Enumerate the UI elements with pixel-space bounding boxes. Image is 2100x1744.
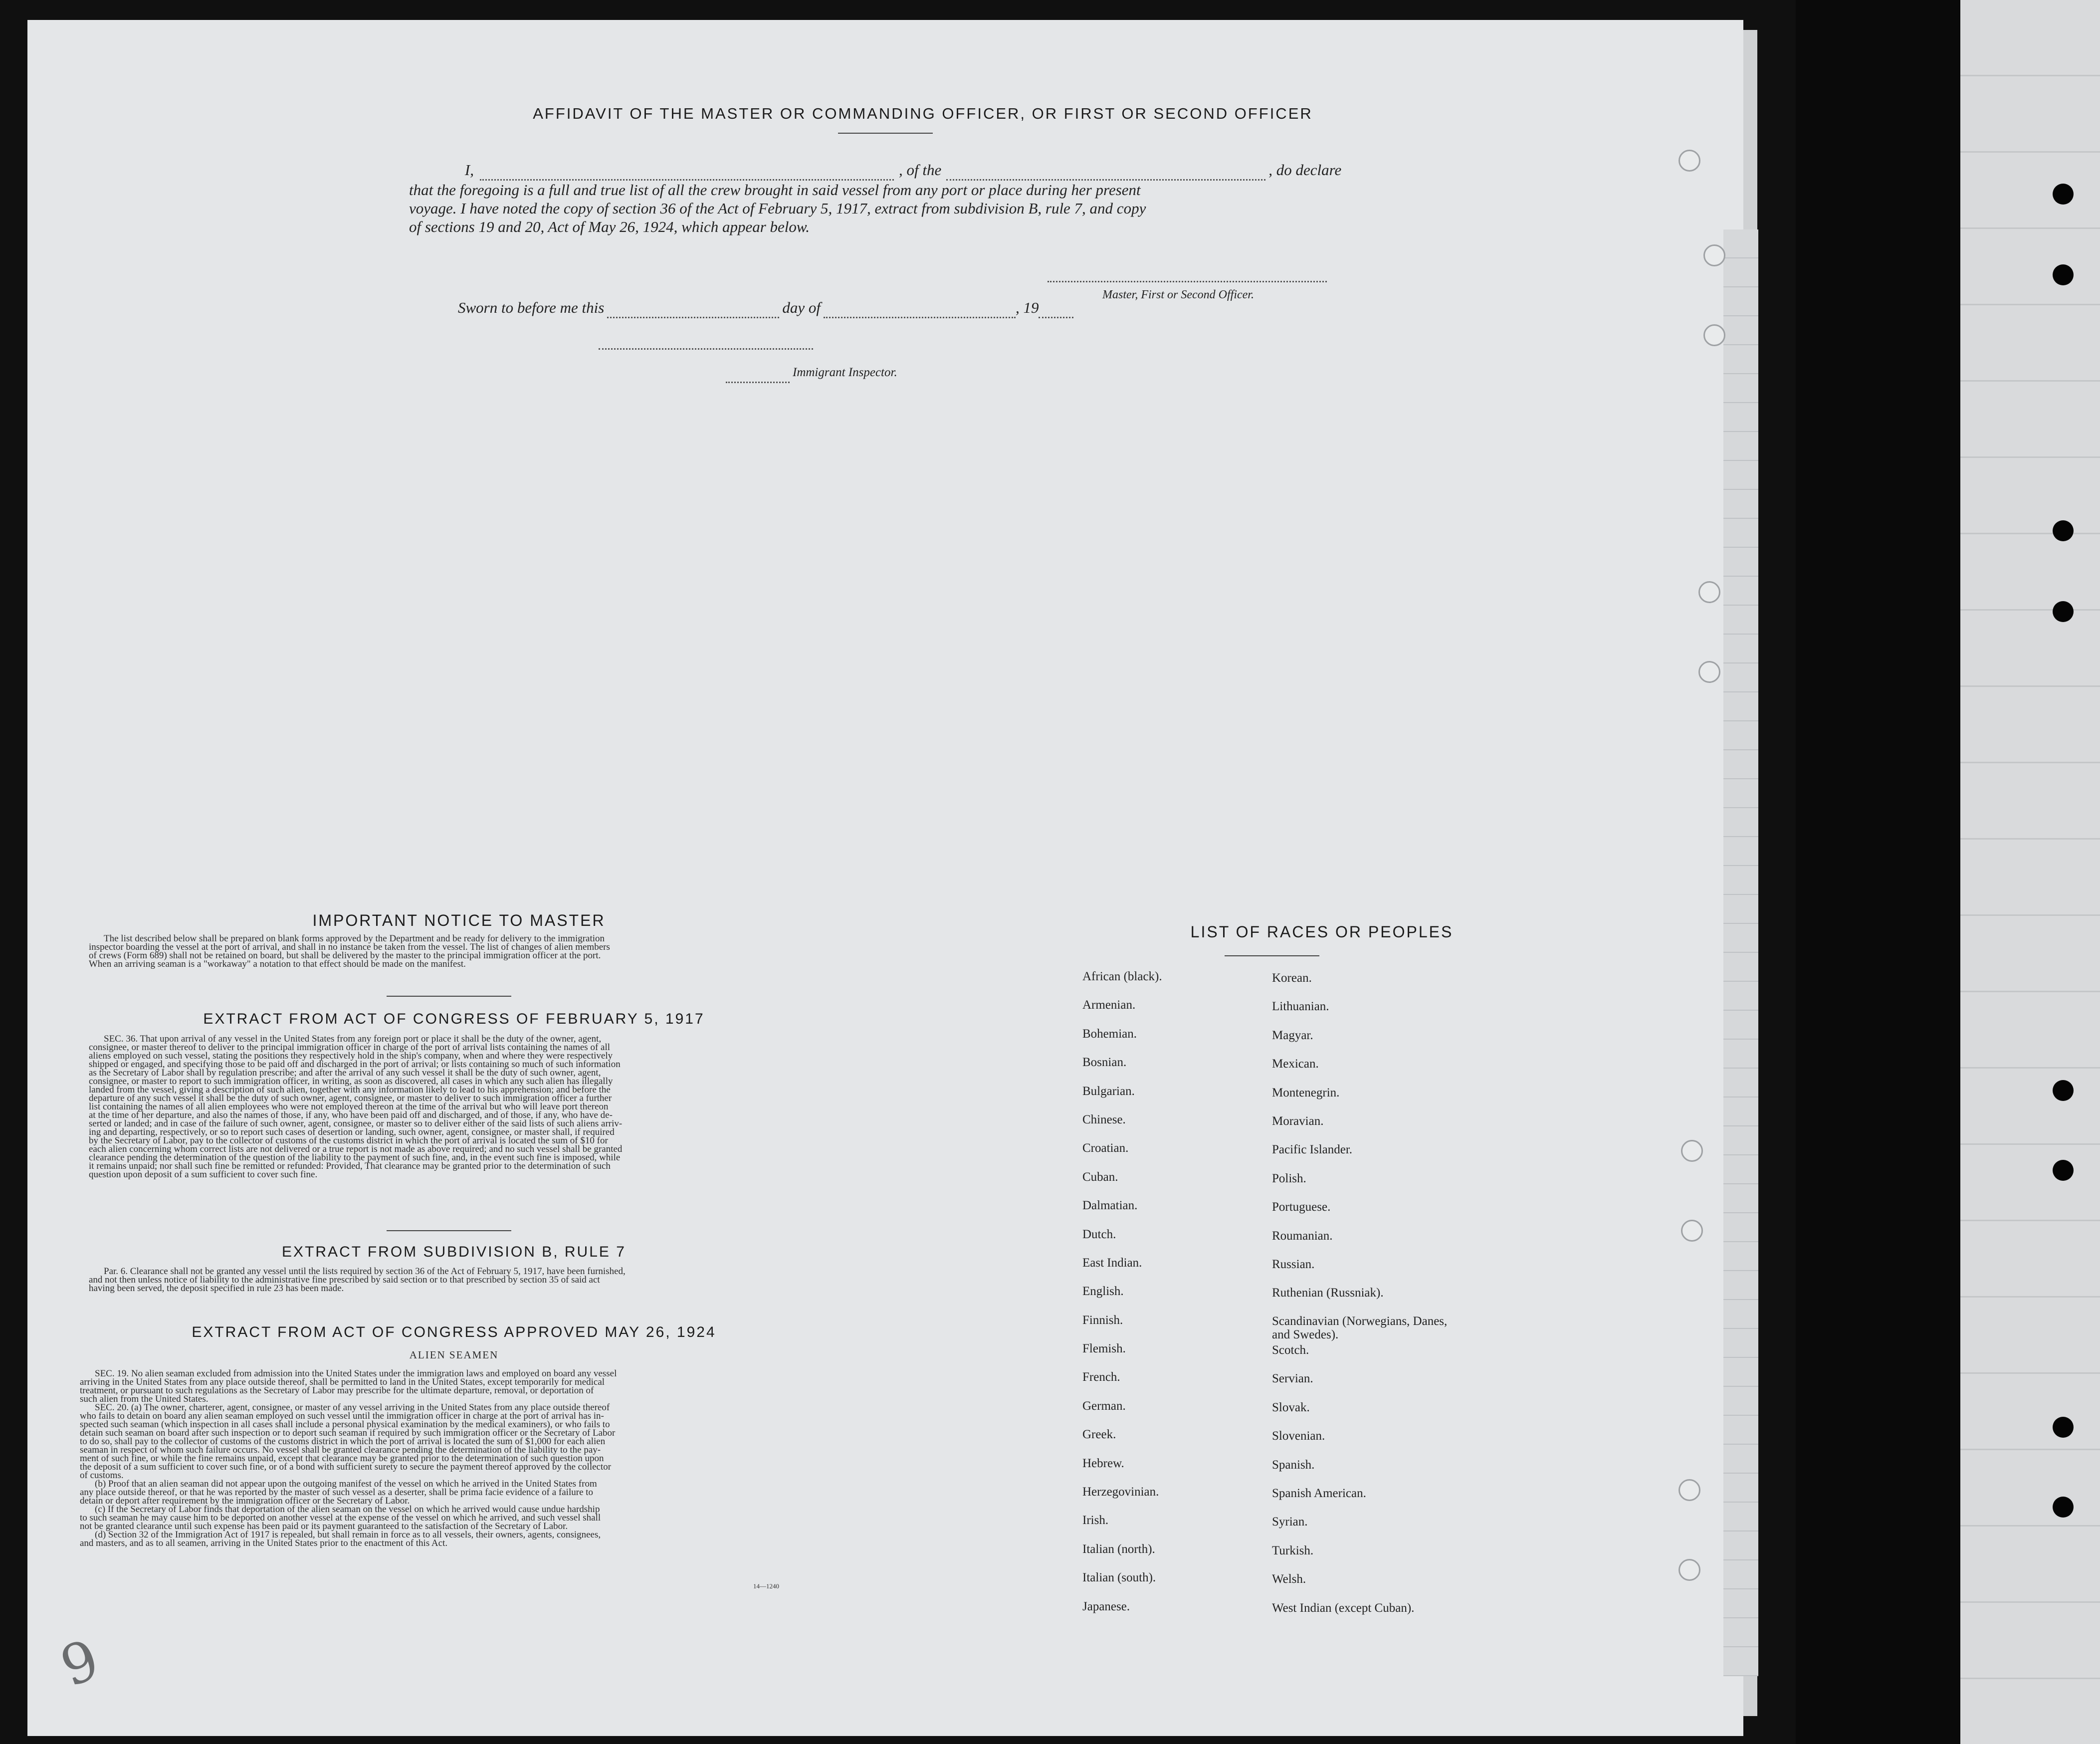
race-item: Italian (north). [1082, 1542, 1155, 1556]
master-signature-label: Master, First or Second Officer. [1102, 288, 1254, 301]
races-left-column [1082, 969, 1262, 1628]
divider [1225, 955, 1319, 956]
race-item: Japanese. [1082, 1599, 1130, 1613]
race-item: Herzegovinian. [1082, 1485, 1159, 1499]
extract-1917-title: EXTRACT FROM ACT OF CONGRESS OF FEBRUARY 5, 1917 [203, 1011, 705, 1027]
race-item: Bohemian. [1082, 1027, 1137, 1041]
extract-1924-subtitle: ALIEN SEAMEN [409, 1349, 499, 1361]
race-item: Roumanian. [1272, 1229, 1333, 1243]
race-item: Mexican. [1272, 1057, 1319, 1071]
race-item: Flemish. [1082, 1342, 1126, 1356]
race-item: Russian. [1272, 1257, 1315, 1271]
race-item: Scandinavian (Norwegians, Danes, and Swedes). [1272, 1314, 1448, 1341]
binder-ring [1703, 244, 1725, 266]
race-item: Welsh. [1272, 1572, 1306, 1586]
race-item: Ruthenian (Russniak). [1272, 1286, 1384, 1300]
binder-hole [2053, 1417, 2074, 1438]
race-item: French. [1082, 1370, 1120, 1384]
race-item: Korean. [1272, 971, 1312, 985]
divider [838, 133, 933, 134]
extract-1924-body: SEC. 19. No alien seaman excluded from admission into the United States under the immigration laws and employed on board any vessel arriving in the United States from any place outside thereof, shall be permitted to land in the United States, except temporarily for medical treatment, or pursuant to such regulations as the Secretary of Labor may prescribe for the ultimate departure, removal, or deportation of such alien from the United States. SEC. 20. (a) The owner, charterer, agent, consignee, or master of any vessel arriving in the United States from any place outside thereof who fails to detain on board any alien seaman employed on such vessel until the immigration officer in charge at the port of arrival has in- spected such seaman (which inspection in all cases shall include a personal physical examination by the medical examiners), or who fails to detain such seaman on board after such inspection or to deport such seaman if required by such immigration officer or the Secretary of Labor to do so, shall pay to the collector of customs of the customs district in which the port of arrival is located the sum of $1,000 for each alien seaman in respect of whom such failure occurs. No vessel shall be granted clearance pending the determination of the liability to the pay- ment of such fine, or while the fine remains unpaid, except that clearance may be granted prior to the determination of such question upon the deposit of a sum sufficient to cover such fine, or of a bond with sufficient surety to secure the payment thereof approved by the collector of customs. (b) Proof that an alien seaman did not appear upon the outgoing manifest of the vessel on which he arrived in the United States from any place outside thereof, or that he was reported by the master of such vessel as a deserter, shall be prima facie evidence of a failure to detain or deport after requirement by the immigration officer or the Secretary of Labor. (c) If the Secretary of Labor finds that deportation of the alien seaman on the vessel on which he arrived would cause undue hardship to such seaman he may cause him to be deported on another vessel at the expense of the vessel on which he arrived, and such vessel shall not be granted clearance until such expense has been paid or its payment guaranteed to the satisfaction of the Secretary of Labor. (d) Section 32 of the Immigration Act of 1917 is repealed, but shall remain in force as to all vessels, their owners, agents, consignees, and masters, and as to all seamen, arriving in the United States prior to the enactment of this Act. [80, 1368, 617, 1548]
race-item: Dalmatian. [1082, 1199, 1138, 1213]
adjacent-page-strip [1960, 0, 2100, 1744]
race-item: Montenegrin. [1272, 1086, 1340, 1099]
race-item: Chinese. [1082, 1112, 1126, 1126]
race-item: Croatian. [1082, 1141, 1129, 1155]
extract-rule7-title: EXTRACT FROM SUBDIVISION B, RULE 7 [282, 1244, 626, 1260]
notice-title: IMPORTANT NOTICE TO MASTER [312, 911, 606, 929]
ruled-page-strip [1723, 229, 1758, 1676]
binder-ring [1681, 1140, 1703, 1162]
sworn-line [458, 298, 1073, 318]
affidavit-line: of sections 19 and 20, Act of May 26, 1924, which appear below. [409, 218, 810, 235]
inspector-line [726, 363, 897, 383]
binder-ring [1703, 324, 1725, 346]
race-item: Hebrew. [1082, 1456, 1124, 1470]
race-item: Magyar. [1272, 1028, 1313, 1042]
affidavit-line: voyage. I have noted the copy of section 36 of the Act of February 5, 1917, extract from subdivision B, rule 7, and copy [409, 200, 1146, 217]
scan-dark-margin [1796, 0, 1960, 1744]
sworn-year-field[interactable] [1039, 298, 1073, 318]
affidavit-line: that the foregoing is a full and true list of all the crew brought in said vessel from any port or place during her present [409, 181, 1141, 199]
race-item: Pacific Islander. [1272, 1143, 1353, 1157]
race-item: Scotch. [1272, 1343, 1309, 1357]
races-right-column [1272, 971, 1506, 1629]
binder-ring [1679, 1479, 1700, 1501]
race-item: Spanish American. [1272, 1487, 1366, 1501]
binder-ring [1698, 581, 1720, 603]
handwritten-margin-mark: 9 [52, 1627, 107, 1700]
extract-1917-body: SEC. 36. That upon arrival of any vessel in the United States from any foreign port or place it shall be the duty of the owner, agent, consignee, or master thereof to deliver to the principal immigration officer in charge of the port of arrival lists containing the names of all aliens employed on such vessel, stating the positions they respectively hold in the ship's company, when and where they were respectively shipped or engaged, and specifying those to be paid off and discharged in the port of arrival; or lists containing so much of such information as the Secretary of Labor shall by regulation prescribe; and after the arrival of any such vessel it shall be the duty of such owner, agent, consignee, or master to report to such immigration officer, in writing, as soon as discovered, all cases in which any such alien has illegally landed from the vessel, giving a description of such alien, together with any information likely to lead to his apprehension; and before the departure of any such vessel it shall be the duty of such owner, agent, consignee, or master to deliver to such immigration officer a further list containing the names of all alien employees who were not employed thereon at the time of the arrival but who will leave port thereon at the time of her departure, and also the names of those, if any, who have been paid off and discharged, and of those, if any, who have de- serted or landed; and in case of the failure of such owner, agent, consignee, or master so to deliver either of the said lists of such aliens arriv- ing and departing, respectively, or so to report such cases of desertion or landing, such owner, agent, consignee, or master shall, if required by the Secretary of Labor, pay to the collector of customs of the customs district in which the port of arrival is located the sum of $10 for each alien concerning whom correct lists are not delivered or a true report is not made as above required; and no such vessel shall be granted clearance pending the determination of the question of the liability to the payment of such fine, and, in the event such fine is imposed, while it remains unpaid; nor shall such fine be remitted or refunded: Provided, That clearance may be granted prior to the determination of such question upon deposit of a sum sufficient to cover such fine. [89, 1034, 623, 1180]
extract-1924-title: EXTRACT FROM ACT OF CONGRESS APPROVED MAY 26, 1924 [192, 1324, 716, 1340]
binder-ring [1679, 150, 1700, 172]
notice-body: The list described below shall be prepared on blank forms approved by the Department and be ready for delivery to the immigration inspector boarding the vessel at the port of arrival, and shall in no instance be taken from the vessel. The list of changes of alien members of crews (Form 689) shall not be retained on board, but shall be delivered by the master to the principal immigration officer at the port. When an arriving seaman is a "workaway" a notation to that effect should be made on the manifest. [89, 933, 610, 969]
master-signature-field[interactable] [1048, 272, 1327, 282]
extract-rule7-body: Par. 6. Clearance shall not be granted any vessel until the lists required by section 36 of the Act of February 5, 1917, have been furnished, and not then unless notice of liability to the administrative fine prescribed by said section or to that prescribed by section 35 of said act having been served, the deposit specified in rule 23 has been made. [89, 1266, 626, 1294]
race-item: Slovak. [1272, 1400, 1310, 1414]
race-item: African (black). [1082, 970, 1162, 983]
day-of-label: day of [782, 299, 821, 316]
race-item: Lithuanian. [1272, 1000, 1329, 1014]
race-item: Bulgarian. [1082, 1084, 1135, 1098]
sworn-day-field[interactable] [607, 298, 779, 318]
sworn-month-field[interactable] [824, 298, 1016, 318]
race-item: Slovenian. [1272, 1429, 1325, 1443]
race-item: Irish. [1082, 1514, 1109, 1527]
divider [387, 1230, 511, 1231]
race-item: Armenian. [1082, 998, 1136, 1012]
binder-ring [1681, 1220, 1703, 1242]
inspector-label: Immigrant Inspector. [793, 366, 897, 379]
race-item: English. [1082, 1285, 1124, 1299]
binder-hole [2053, 601, 2074, 622]
do-declare-label: , do declare [1268, 161, 1342, 179]
vessel-name-field[interactable] [946, 161, 1265, 181]
binder-hole [2053, 184, 2074, 205]
binder-ring [1679, 1559, 1700, 1581]
race-item: German. [1082, 1399, 1126, 1413]
race-item: West Indian (except Cuban). [1272, 1601, 1415, 1615]
officer-name-field[interactable] [480, 161, 894, 181]
of-the-label: , of the [899, 161, 942, 179]
race-item: East Indian. [1082, 1256, 1142, 1270]
sworn-label: Sworn to before me this [458, 299, 605, 316]
i-label: I, [464, 161, 474, 179]
race-item: Cuban. [1082, 1170, 1118, 1184]
race-item: Portuguese. [1272, 1200, 1331, 1214]
race-item: Dutch. [1082, 1227, 1116, 1241]
binder-ring [1698, 661, 1720, 683]
binder-hole [2053, 520, 2074, 541]
race-item: Servian. [1272, 1372, 1313, 1386]
race-item: Spanish. [1272, 1458, 1315, 1472]
races-title: LIST OF RACES OR PEOPLES [1190, 923, 1454, 941]
form-code: 14—1240 [753, 1582, 779, 1590]
race-item: Syrian. [1272, 1515, 1308, 1529]
affidavit-title: AFFIDAVIT OF THE MASTER OR COMMANDING OFFICER, OR FIRST OR SECOND OFFICER [533, 105, 1313, 122]
race-item: Turkish. [1272, 1543, 1314, 1557]
divider [387, 996, 511, 997]
affidavit-declaration [409, 161, 1357, 236]
race-item: Bosnian. [1082, 1056, 1127, 1070]
race-item: Polish. [1272, 1171, 1306, 1185]
binder-hole [2053, 264, 2074, 285]
race-item: Moravian. [1272, 1114, 1324, 1128]
binder-hole [2053, 1497, 2074, 1518]
binder-hole [2053, 1080, 2074, 1101]
year-label: , 19 [1015, 299, 1039, 316]
race-item: Finnish. [1082, 1313, 1123, 1327]
race-item: Greek. [1082, 1428, 1116, 1442]
race-item: Italian (south). [1082, 1571, 1156, 1585]
inspector-signature-field[interactable] [599, 339, 813, 350]
binder-hole [2053, 1160, 2074, 1181]
